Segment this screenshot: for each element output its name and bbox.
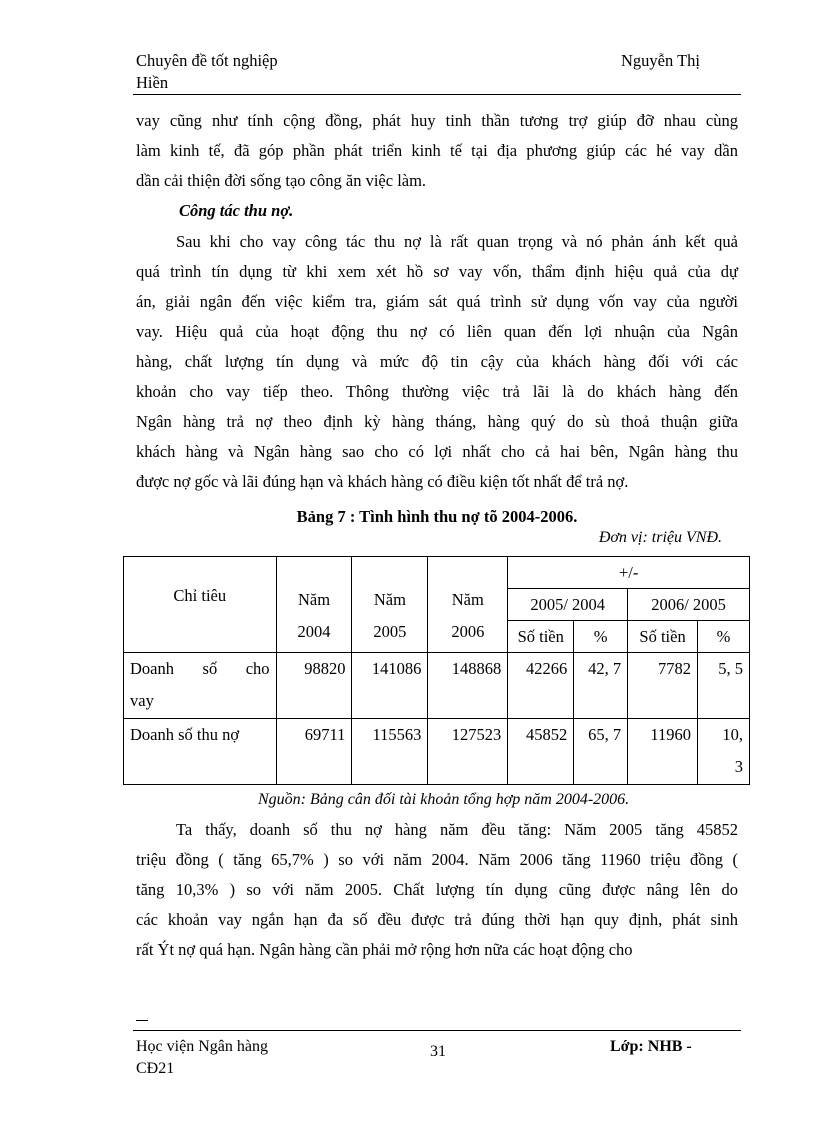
text-line: dần cải thiện đời sống tạo công ăn việc làm. [136, 171, 427, 190]
header-indicator: Chỉ tiêu [124, 557, 277, 653]
percent-line: 10, [722, 725, 743, 744]
cell-percent-2005-2004: 65, 7 [574, 719, 628, 785]
text-line: vay cũng như tính cộng đồng, phát huy tinh thần tương trợ giúp đỡ nhau cùng [136, 111, 738, 130]
footer-institution-code: CĐ21 [136, 1060, 175, 1077]
text-line: hàng, chất lượng tín dụng và mức độ tin cậy của khách hàng đối với các [136, 352, 738, 371]
cell-amount-2006-2005: 7782 [628, 653, 698, 719]
text-line: Sau khi cho vay công tác thu nợ là rất quan trọng và nó phản ánh kết quả [176, 232, 738, 251]
text-line: tăng 10,3% ) so với năm 2005. Chất lượng tín dụng cũng được nâng lên do [136, 880, 738, 899]
text-line: khoản cho vay tiếp theo. Thông thường việc trả lãi là do khách hàng đến [136, 382, 738, 401]
footer-left [136, 1036, 268, 1080]
cell-percent-2006-2005: 5, 5 [698, 653, 750, 719]
table-unit: Đơn vị: triệu VNĐ. [598, 529, 722, 546]
cell-2004: 69711 [276, 719, 352, 785]
debt-collection-table [123, 556, 750, 785]
row-indicator: Doanh số thu nợ [124, 719, 277, 785]
cell-2004: 98820 [276, 653, 352, 719]
percent-line: 3 [734, 757, 743, 776]
page-number: 31 [430, 1043, 446, 1060]
text-line: các khoản vay ngắn hạn đa số đều được trả đúng thời hạn quy định, phát sinh [136, 910, 738, 929]
footer-rule [133, 1030, 741, 1031]
footer-institution: Học viện Ngân hàng [136, 1038, 268, 1055]
header-year-2004 [276, 557, 352, 653]
table-source: Nguồn: Bảng cân đối tài khoản tổng hợp năm 2004-2006. [258, 791, 630, 808]
text-line: quá trình tín dụng từ khi xem xét hồ sơ vay vốn, thẩm định hiệu quả của dự [136, 262, 738, 281]
table-row [124, 719, 750, 785]
header-year-2006 [428, 557, 508, 653]
cell-2005: 115563 [352, 719, 428, 785]
header-title-continued: Hiền [136, 73, 169, 92]
text-line: vay. Hiệu quả của hoạt động thu nợ có liên quan đến lợi nhuận của Ngân [136, 322, 738, 341]
header-year-2005 [352, 557, 428, 653]
cell-2006: 127523 [428, 719, 508, 785]
cell-percent-2005-2004: 42, 7 [574, 653, 628, 719]
paragraph-1 [136, 106, 738, 196]
cell-2006: 148868 [428, 653, 508, 719]
row-indicator [124, 653, 277, 719]
header-percent: % [698, 621, 750, 653]
header-rule [133, 94, 741, 95]
year-value: 2006 [451, 622, 485, 641]
text-line: khách hàng và Ngân hàng sao cho có lợi nhất cho cả hai bên, Ngân hàng thu [136, 442, 738, 461]
cell-amount-2005-2004: 45852 [508, 719, 574, 785]
header-amount: Số tiền [508, 621, 574, 653]
text-line: được nợ gốc và lãi đúng hạn và khách hàng có điều kiện tốt nhất để trả nợ. [136, 472, 629, 491]
indicator-line: vay [130, 691, 154, 710]
header-amount: Số tiền [628, 621, 698, 653]
header-title: Chuyên đề tốt nghiệp [136, 51, 278, 70]
year-value: 2004 [297, 622, 331, 641]
table-caption: Bảng 7 : Tình hình thu nợ tõ 2004-2006. [296, 507, 578, 526]
cell-percent-2006-2005 [698, 719, 750, 785]
cell-2005: 141086 [352, 653, 428, 719]
header-change: +/- [508, 557, 750, 589]
section-heading: Công tác thu nợ. [179, 201, 294, 220]
indicator-line: Doanh số cho [130, 659, 270, 678]
footer-mark [136, 1020, 148, 1021]
text-line: rất Ýt nợ quá hạn. Ngân hàng cần phải mở rộng hơn nữa các hoạt động cho [136, 940, 633, 959]
year-label: Năm [373, 590, 406, 609]
paragraph-2 [136, 227, 738, 497]
text-line: án, giải ngân đến việc kiểm tra, giám sát quá trình sử dụng vốn vay của người [136, 292, 738, 311]
year-label: Năm [297, 590, 331, 609]
header-period-2006-2005: 2006/ 2005 [628, 589, 750, 621]
paragraph-3 [136, 815, 738, 965]
text-line: Ta thấy, doanh số thu nợ hàng năm đều tăng: Năm 2005 tăng 45852 [176, 820, 738, 839]
header-left [136, 50, 278, 94]
text-line: triệu đồng ( tăng 65,7% ) so với năm 2004. Năm 2006 tăng 11960 triệu đồng ( [136, 850, 738, 869]
cell-amount-2005-2004: 42266 [508, 653, 574, 719]
footer-class: Lớp: NHB - [610, 1038, 692, 1055]
table-row [124, 653, 750, 719]
header-author: Nguyễn Thị [621, 51, 700, 70]
text-line: làm kinh tế, đã góp phần phát triển kinh tế tại địa phương giúp các hé vay dần [136, 141, 738, 160]
header-percent: % [574, 621, 628, 653]
text-line: Ngân hàng trả nợ theo định kỳ hàng tháng, hàng quý do sù thoả thuận giữa [136, 412, 738, 431]
year-value: 2005 [373, 622, 407, 641]
year-label: Năm [451, 590, 484, 609]
cell-amount-2006-2005: 11960 [628, 719, 698, 785]
header-period-2005-2004: 2005/ 2004 [508, 589, 628, 621]
